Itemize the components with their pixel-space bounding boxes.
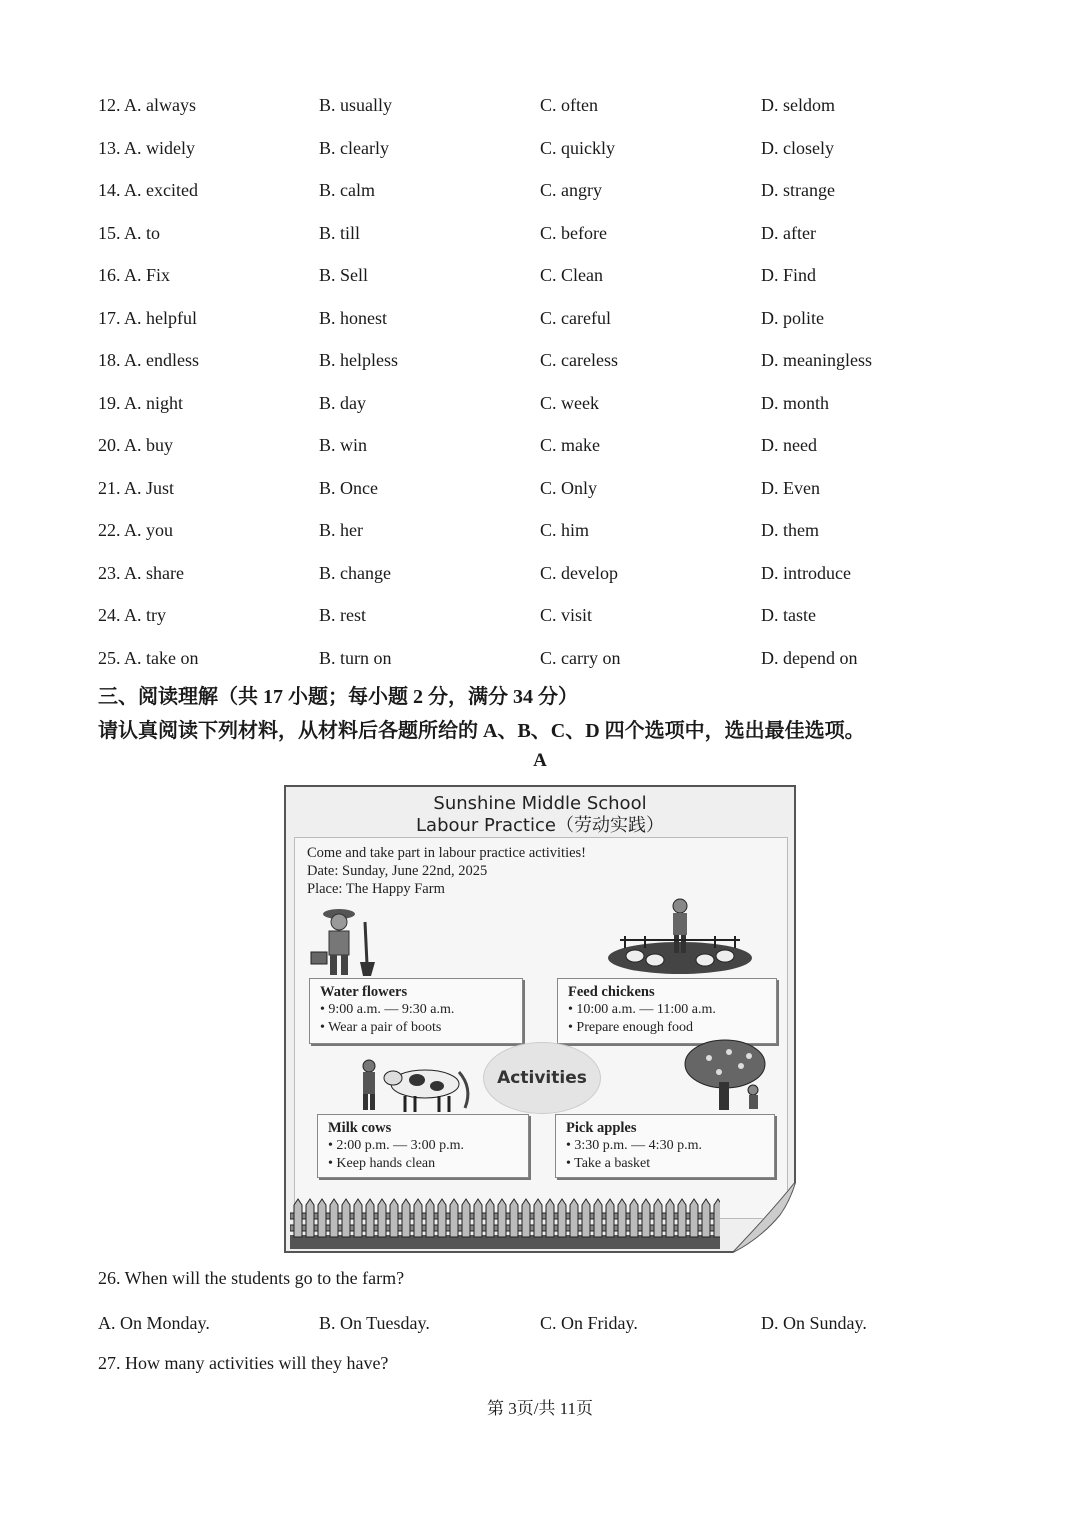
activity-name: Pick apples xyxy=(566,1120,637,1136)
fence-picket xyxy=(294,1199,302,1237)
milking-cow-icon xyxy=(355,1058,475,1114)
poster-intro: Come and take part in labour practice activities! xyxy=(307,845,587,861)
option-d[interactable]: D. them xyxy=(761,520,819,540)
fence-picket xyxy=(306,1199,314,1237)
option-d[interactable]: D. polite xyxy=(761,307,824,328)
activity-time: • 10:00 a.m. — 11:00 a.m. xyxy=(568,1002,716,1017)
option-c[interactable]: C. develop xyxy=(540,562,618,583)
option-b[interactable]: B. win xyxy=(319,435,368,455)
feeding-chickens-icon xyxy=(605,896,755,978)
option-b[interactable]: B. usually xyxy=(319,95,393,115)
option-b[interactable]: B. honest xyxy=(319,307,388,328)
activity-note: • Prepare enough food xyxy=(568,1020,694,1035)
fence-picket xyxy=(690,1199,698,1237)
activity-time: • 9:00 a.m. — 9:30 a.m. xyxy=(320,1002,455,1017)
option-b[interactable]: B. turn on xyxy=(319,647,392,668)
fence-picket xyxy=(714,1199,720,1237)
option-b[interactable]: B. day xyxy=(319,392,366,413)
activity-name: Water flowers xyxy=(320,984,408,1000)
option-a[interactable]: 17. A. helpful xyxy=(98,307,197,328)
fence-picket xyxy=(546,1199,554,1237)
option-b[interactable]: B. her xyxy=(319,520,363,540)
page-number-footer: 第 3页/共 11页 xyxy=(486,1399,594,1418)
option-d[interactable]: D. need xyxy=(761,435,817,455)
fence-picket xyxy=(330,1199,338,1237)
option-b[interactable]: B. change xyxy=(319,562,391,583)
option-c[interactable]: C. quickly xyxy=(540,137,615,158)
option-a[interactable]: 21. A. Just xyxy=(98,477,175,498)
fence-picket xyxy=(702,1199,710,1237)
option-b[interactable]: B. clearly xyxy=(319,137,389,158)
option-c[interactable]: C. week xyxy=(540,392,599,413)
fence-picket xyxy=(510,1199,518,1237)
fence-picket xyxy=(498,1199,506,1237)
fence-picket xyxy=(606,1199,614,1237)
question-26: 26. When will the students go to the farm? xyxy=(98,1268,405,1288)
fence-picket xyxy=(582,1199,590,1237)
fence-picket xyxy=(534,1199,542,1237)
poster-title-block xyxy=(286,793,794,837)
fence-picket xyxy=(486,1199,494,1237)
page-curl-decoration xyxy=(732,1181,796,1253)
fence-picket xyxy=(630,1199,638,1237)
fence-picket xyxy=(450,1199,458,1237)
option-b[interactable]: B. helpless xyxy=(319,350,398,370)
labour-practice-poster xyxy=(284,785,796,1253)
fence-picket xyxy=(618,1199,626,1237)
question-27: 27. How many activities will they have? xyxy=(98,1353,389,1373)
activity-card xyxy=(555,1114,775,1178)
activity-note: • Take a basket xyxy=(566,1156,651,1171)
activity-card xyxy=(309,978,523,1044)
option-c[interactable]: C. On Friday. xyxy=(540,1313,638,1333)
fence-picket xyxy=(474,1199,482,1237)
fence-picket xyxy=(522,1199,530,1237)
option-a[interactable]: 20. A. buy xyxy=(98,435,174,455)
fence-picket xyxy=(402,1199,410,1237)
activity-time: • 3:30 p.m. — 4:30 p.m. xyxy=(566,1138,702,1153)
fence-picket xyxy=(426,1199,434,1237)
option-d[interactable]: D. strange xyxy=(761,180,835,200)
fence-picket xyxy=(438,1199,446,1237)
option-d[interactable]: D. closely xyxy=(761,137,834,158)
activity-name: Milk cows xyxy=(328,1120,392,1136)
option-a[interactable]: 16. A. Fix xyxy=(98,265,171,285)
fence-picket xyxy=(678,1199,686,1237)
fence-picket xyxy=(654,1199,662,1237)
option-c[interactable]: C. Clean xyxy=(540,265,603,285)
option-a[interactable]: 18. A. endless xyxy=(98,350,199,370)
option-d[interactable]: D. seldom xyxy=(761,95,835,115)
option-d[interactable]: D. On Sunday. xyxy=(761,1313,867,1333)
option-d[interactable]: D. depend on xyxy=(761,647,858,668)
activity-card xyxy=(557,978,777,1044)
fence-picket xyxy=(462,1199,470,1237)
option-b[interactable]: B. Once xyxy=(319,477,378,498)
option-b[interactable]: B. till xyxy=(319,222,361,243)
activity-note: • Wear a pair of boots xyxy=(320,1020,442,1035)
option-a[interactable]: 24. A. try xyxy=(98,605,167,625)
option-c[interactable]: C. him xyxy=(540,520,590,540)
option-b[interactable]: B. Sell xyxy=(319,265,369,285)
option-d[interactable]: D. month xyxy=(761,392,830,413)
option-d[interactable]: D. after xyxy=(761,222,816,243)
option-a[interactable]: 15. A. to xyxy=(98,222,161,243)
option-c[interactable]: C. often xyxy=(540,95,598,115)
option-a[interactable]: 23. A. share xyxy=(98,562,184,583)
option-c[interactable]: C. visit xyxy=(540,605,593,625)
fence-picket xyxy=(414,1199,422,1237)
fence-picket xyxy=(366,1199,374,1237)
option-c[interactable]: C. carry on xyxy=(540,647,621,668)
fence-picket xyxy=(318,1199,326,1237)
passage-label: A xyxy=(533,750,547,771)
option-d[interactable]: D. Find xyxy=(761,265,817,285)
fence-picket xyxy=(558,1199,566,1237)
option-a[interactable]: A. On Monday. xyxy=(98,1313,210,1333)
option-d[interactable]: D. meaningless xyxy=(761,350,872,370)
fence-picket xyxy=(342,1199,350,1237)
option-c[interactable]: C. Only xyxy=(540,477,598,498)
poster-info xyxy=(307,844,586,898)
option-a[interactable]: 13. A. widely xyxy=(98,137,195,158)
option-c[interactable]: C. careful xyxy=(540,307,611,328)
option-d[interactable]: D. taste xyxy=(761,605,816,625)
fence-picket xyxy=(570,1199,578,1237)
option-a[interactable]: 12. A. always xyxy=(98,95,196,115)
apple-tree-icon xyxy=(679,1038,779,1112)
activity-card xyxy=(317,1114,529,1178)
option-c[interactable]: C. make xyxy=(540,435,600,455)
option-b[interactable]: B. calm xyxy=(319,180,375,200)
option-b[interactable]: B. rest xyxy=(319,605,366,625)
fence-picket xyxy=(390,1199,398,1237)
section-heading: 三、阅读理解（共 17 小题；每小题 2 分，满分 34 分） xyxy=(98,686,578,708)
poster-title: Labour Practice（劳动实践） xyxy=(416,815,664,836)
option-a[interactable]: 14. A. excited xyxy=(98,180,198,200)
option-d[interactable]: D. introduce xyxy=(761,562,851,583)
activities-center-label: Activities xyxy=(483,1042,601,1114)
fence-picket xyxy=(594,1199,602,1237)
option-a[interactable]: 25. A. take on xyxy=(98,647,199,668)
option-c[interactable]: C. angry xyxy=(540,180,602,200)
section-instruction: 请认真阅读下列材料，从材料后各题所给的 A、B、C、D 四个选项中，选出最佳选项。 xyxy=(98,720,865,742)
activity-time: • 2:00 p.m. — 3:00 p.m. xyxy=(328,1138,464,1153)
fence-picket xyxy=(642,1199,650,1237)
option-d[interactable]: D. Even xyxy=(761,477,820,498)
option-a[interactable]: 22. A. you xyxy=(98,520,174,540)
option-b[interactable]: B. On Tuesday. xyxy=(319,1313,430,1333)
activity-note: • Keep hands clean xyxy=(328,1156,436,1171)
poster-school-name: Sunshine Middle School xyxy=(433,793,647,814)
option-c[interactable]: C. careless xyxy=(540,350,618,370)
activity-name: Feed chickens xyxy=(568,984,655,1000)
farmer-watering-icon xyxy=(305,904,395,980)
poster-place: Place: The Happy Farm xyxy=(307,881,445,897)
poster-panel xyxy=(294,837,788,1219)
fence-picket xyxy=(666,1199,674,1237)
fence-picket xyxy=(378,1199,386,1237)
poster-date: Date: Sunday, June 22nd, 2025 xyxy=(307,863,488,879)
option-c[interactable]: C. before xyxy=(540,222,607,243)
fence-decoration xyxy=(290,1197,720,1251)
fence-picket xyxy=(354,1199,362,1237)
option-a[interactable]: 19. A. night xyxy=(98,392,184,413)
